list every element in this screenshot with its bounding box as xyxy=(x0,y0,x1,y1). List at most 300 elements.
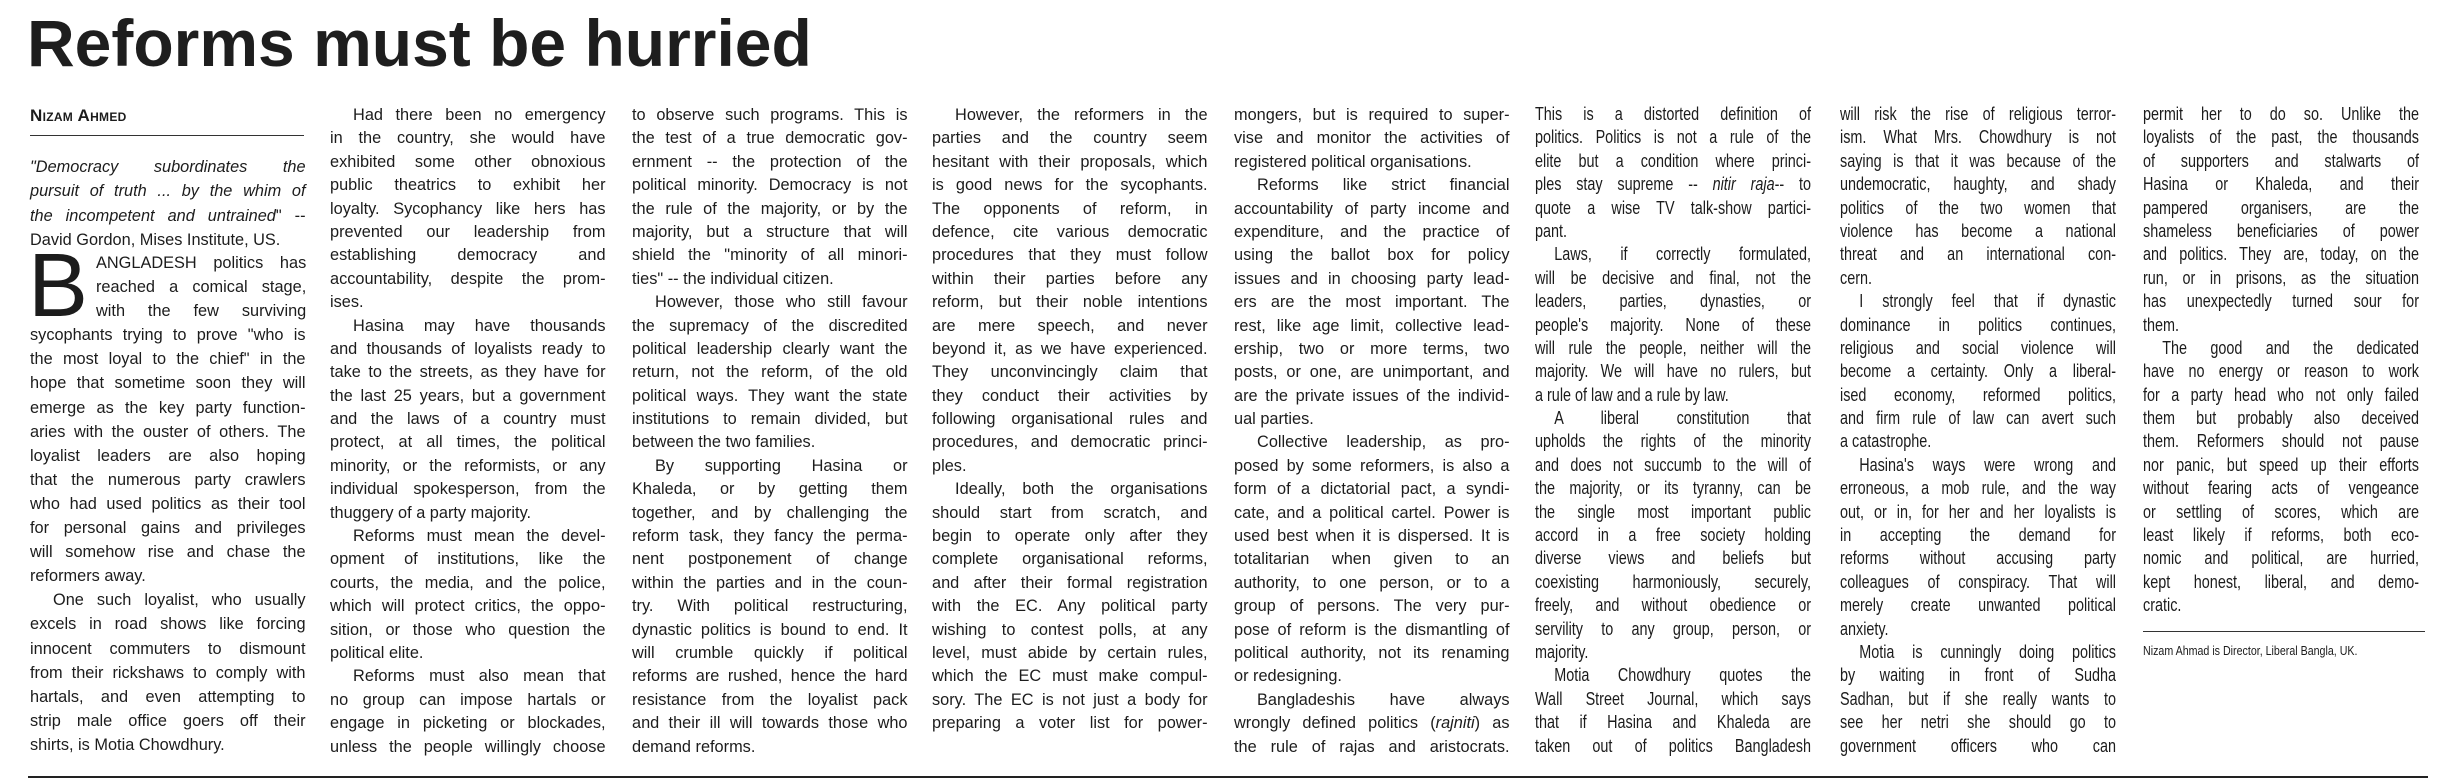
line-text: a catastrophe. xyxy=(1840,431,1932,452)
text-line xyxy=(2143,220,2419,243)
text-line xyxy=(932,454,1208,477)
paragraph xyxy=(1234,173,1510,430)
text-line xyxy=(330,220,606,243)
text-line xyxy=(330,173,606,196)
line-text: registered political organisations. xyxy=(1234,151,1472,171)
line-text: leaders, parties, dynasties, or xyxy=(1535,291,1811,312)
line-text: the last 25 years, but a government xyxy=(330,385,606,405)
text-line xyxy=(330,197,606,220)
line-text: ANGLADESH politics has xyxy=(96,253,307,272)
text-line xyxy=(1234,594,1510,617)
text-line xyxy=(1840,126,2116,149)
line-text: freely, and without obedience or xyxy=(1535,595,1811,616)
text-line xyxy=(932,337,1208,360)
text-line xyxy=(1535,688,1811,711)
line-text: courts, the media, and the police, xyxy=(330,572,606,592)
text-line xyxy=(30,420,306,444)
text-line xyxy=(1234,103,1510,126)
text-line xyxy=(932,220,1208,243)
text-line xyxy=(1234,735,1510,758)
text-line xyxy=(1535,454,1811,477)
line-text: Hasina or Khaleda, and their xyxy=(2143,174,2419,195)
line-text: reached a comical stage, xyxy=(96,277,307,297)
article-headline: Reforms must be hurried xyxy=(27,6,812,80)
line-text: majority. We will have no rulers, but xyxy=(1535,361,1811,382)
page-bottom-rule xyxy=(28,776,2428,778)
text-line xyxy=(932,664,1208,687)
line-text: and politics. They are, today, on the xyxy=(2143,244,2419,265)
line-text: politics of the two women that xyxy=(1840,197,2116,218)
line-text: loyalists of the past, the thousands xyxy=(2143,127,2419,148)
line-text: ples. xyxy=(932,455,967,475)
paragraph xyxy=(1840,290,2116,454)
line-text: will somehow rise and chase the xyxy=(30,542,306,562)
text-line xyxy=(1840,360,2116,383)
text-line xyxy=(1535,103,1811,126)
line-text: see her netri she should go to xyxy=(1840,712,2116,733)
text-line xyxy=(932,126,1208,149)
line-text: they conduct their activities by xyxy=(932,385,1208,405)
line-text: institutions to remain divided, but xyxy=(632,409,908,429)
text-segment: ples stay supreme -- xyxy=(1535,174,1713,195)
line-text: erroneous, a mob rule, and the way xyxy=(1840,478,2116,499)
paragraph xyxy=(330,524,606,664)
text-segment: " -- xyxy=(275,205,306,225)
text-line xyxy=(1234,337,1510,360)
text-line xyxy=(932,524,1208,547)
line-text: shield the "minority of all minori- xyxy=(632,245,908,265)
paragraph xyxy=(1535,103,1811,243)
line-text: Reforms must also mean that xyxy=(353,666,606,686)
line-text: nent postponement of change xyxy=(632,549,908,569)
text-line xyxy=(932,430,1208,453)
text-line xyxy=(330,267,606,290)
line-text: ers are the most important. The xyxy=(1234,292,1510,312)
line-text: and does not succumb to the will of xyxy=(1535,454,1811,475)
text-line xyxy=(632,290,908,313)
text-line xyxy=(1234,711,1510,734)
line-text: ises. xyxy=(330,292,364,312)
text-line xyxy=(1535,430,1811,453)
paragraph xyxy=(1840,641,2116,758)
text-line xyxy=(1234,197,1510,220)
text-line xyxy=(1840,384,2116,407)
text-line xyxy=(2143,384,2419,407)
text-line xyxy=(632,501,908,524)
line-text: ism. What Mrs. Chowdhury is not xyxy=(1840,127,2116,148)
paragraph xyxy=(2143,337,2419,618)
text-line xyxy=(932,150,1208,173)
paragraph xyxy=(632,290,908,454)
text-line xyxy=(30,371,306,395)
line-text: run, or in prisons, as the situation xyxy=(2143,267,2419,288)
paragraph xyxy=(2143,103,2419,337)
text-line xyxy=(330,571,606,594)
text-line xyxy=(932,711,1208,734)
paragraph xyxy=(1535,407,1811,664)
text-line xyxy=(330,150,606,173)
text-line xyxy=(2143,571,2419,594)
line-text: religious and social violence will xyxy=(1840,337,2116,358)
author-note: Nizam Ahmad is Director, Liberal Bangla, UK. xyxy=(2143,643,2358,658)
line-text: nomic and political, are hurried, xyxy=(2143,548,2419,569)
line-text: and after their formal registration xyxy=(932,572,1208,592)
line-text: violence has become a national xyxy=(1840,220,2116,241)
line-text: least likely if reforms, both eco- xyxy=(2143,525,2419,546)
paragraph xyxy=(1535,243,1811,407)
line-text: loyalty. Sycophancy like hers has xyxy=(330,198,606,218)
line-text: Khaleda, or by getting them xyxy=(632,479,908,499)
text-line xyxy=(1234,126,1510,149)
text-line xyxy=(1535,711,1811,734)
text-line xyxy=(632,407,908,430)
text-line xyxy=(330,103,606,126)
line-text: wishing to contest polls, at any xyxy=(932,619,1208,639)
text-line xyxy=(1840,103,2116,126)
text-line xyxy=(1234,220,1510,243)
paragraph xyxy=(1840,454,2116,641)
line-text: Motia Chowdhury quotes the xyxy=(1554,665,1811,686)
paragraph xyxy=(1234,430,1510,687)
line-text: and firm rule of law can avert such xyxy=(1840,408,2116,429)
text-line xyxy=(932,360,1208,383)
text-line xyxy=(1234,430,1510,453)
line-text: begin to operate only after they xyxy=(932,526,1208,546)
line-text: are the private issues of the individ- xyxy=(1234,385,1510,405)
text-line xyxy=(30,204,306,228)
paragraph xyxy=(330,314,606,525)
line-text: form of a dictatorial pact, a syndi- xyxy=(1234,479,1510,499)
line-text: from their rickshaws to comply with xyxy=(30,662,306,682)
line-text: and the laws of a country must xyxy=(330,409,606,429)
line-text: Hasina's ways were wrong and xyxy=(1859,454,2116,475)
line-text: Reforms must mean the devel- xyxy=(353,526,606,546)
line-text: One such loyalist, who usually xyxy=(53,590,306,610)
text-line xyxy=(1840,501,2116,524)
text-line xyxy=(932,594,1208,617)
text-line xyxy=(1535,594,1811,617)
text-line xyxy=(2143,454,2419,477)
line-text: political authority, not its renaming xyxy=(1234,642,1510,662)
text-line xyxy=(1535,407,1811,430)
line-text: and their ill will towards those who xyxy=(632,713,908,733)
text-line xyxy=(1535,150,1811,173)
line-text: sycophants trying to prove "who is xyxy=(30,325,306,345)
text-line xyxy=(30,709,306,733)
line-text: level, must abide by certain rules, xyxy=(932,642,1208,662)
text-line xyxy=(1840,641,2116,664)
line-text: minority, or the reformists, or any xyxy=(330,455,606,475)
text-line xyxy=(1840,267,2116,290)
text-line xyxy=(932,267,1208,290)
line-text: unless the people willingly choose xyxy=(330,736,606,756)
line-text: merely create unwanted political xyxy=(1840,595,2116,616)
text-line xyxy=(1535,314,1811,337)
text-line xyxy=(632,664,908,687)
line-text: are mere speech, and never xyxy=(932,315,1208,335)
text-line xyxy=(330,524,606,547)
text-line xyxy=(632,267,908,290)
text-line xyxy=(1234,477,1510,500)
line-text: ual parties. xyxy=(1234,409,1314,429)
text-line xyxy=(2143,243,2419,266)
text-line xyxy=(1234,524,1510,547)
line-text: using the ballot box for policy xyxy=(1234,245,1510,265)
text-line xyxy=(2143,407,2419,430)
text-line xyxy=(330,360,606,383)
line-text: no group can impose hartals or xyxy=(330,689,606,709)
text-line xyxy=(330,384,606,407)
line-text: the single most important public xyxy=(1535,501,1811,522)
line-text: political ways. They want the state xyxy=(632,385,908,405)
text-line xyxy=(1840,477,2116,500)
text-line xyxy=(1840,150,2116,173)
text-line xyxy=(932,197,1208,220)
text-line xyxy=(1840,430,2116,453)
line-text: reforms without accusing party xyxy=(1840,548,2116,569)
line-text: I strongly feel that if dynastic xyxy=(1859,291,2116,312)
line-text: Sadhan, but if she really wants to xyxy=(1840,688,2116,709)
text-line xyxy=(632,547,908,570)
line-text: totalitarian when given to an xyxy=(1234,549,1510,569)
line-text: Ideally, both the organisations xyxy=(955,479,1208,499)
text-line xyxy=(632,150,908,173)
line-text: the majority, or its tyranny, can be xyxy=(1535,478,1811,499)
text-line xyxy=(632,103,908,126)
text-line xyxy=(2143,290,2419,313)
line-text: This is a distorted definition of xyxy=(1535,104,1811,124)
line-text: within the parties and in the coun- xyxy=(632,572,908,592)
line-text: establishing democracy and xyxy=(330,245,606,265)
line-text: Collective leadership, as pro- xyxy=(1257,432,1510,452)
text-column xyxy=(1840,103,2116,758)
line-text: resistance from the loyalist pack xyxy=(632,689,908,709)
line-text: in accepting the demand for xyxy=(1840,525,2116,546)
text-line xyxy=(1535,547,1811,570)
text-line xyxy=(1234,501,1510,524)
line-text: in the country, she would have xyxy=(330,128,606,148)
text-line xyxy=(30,637,306,661)
text-line xyxy=(330,454,606,477)
text-line xyxy=(2143,501,2419,524)
line-text: engage in picketing or blockades, xyxy=(330,713,606,733)
line-text: people's majority. None of these xyxy=(1535,314,1811,335)
line-text: elite but a condition where princi- xyxy=(1535,150,1811,171)
italic-text: the incompetent and untrained xyxy=(30,205,276,225)
text-line xyxy=(2143,126,2419,149)
text-line xyxy=(330,337,606,360)
line-text: the most loyal to the chief" in the xyxy=(30,349,306,369)
line-text: reform, but their noble intentions xyxy=(932,292,1208,312)
paragraph xyxy=(30,588,306,757)
text-line xyxy=(1535,173,1811,196)
text-line xyxy=(1234,267,1510,290)
line-text: However, the reformers in the xyxy=(955,105,1208,124)
line-text: between the two families. xyxy=(632,432,816,452)
line-text: or redesigning. xyxy=(1234,666,1342,686)
text-line xyxy=(632,571,908,594)
text-line xyxy=(330,594,606,617)
line-text: cate, and a political cartel. Power is xyxy=(1234,502,1510,522)
line-text: Laws, if correctly formulated, xyxy=(1554,244,1811,265)
text-line xyxy=(1535,735,1811,758)
line-text: exhibited some other obnoxious xyxy=(330,151,606,171)
text-line xyxy=(1234,664,1510,687)
text-line xyxy=(632,477,908,500)
text-line xyxy=(1234,384,1510,407)
line-text: ties" -- the individual citizen. xyxy=(632,268,834,288)
text-line xyxy=(1535,571,1811,594)
line-text: cratic. xyxy=(2143,595,2182,616)
line-text: the rule of rajas and aristocrats. xyxy=(1234,736,1510,756)
text-line xyxy=(330,664,606,687)
line-text: government officers who can xyxy=(1840,735,2116,756)
line-text: Motia is cunningly doing politics xyxy=(1859,641,2116,662)
line-text: excels in road shows like forcing xyxy=(30,614,306,634)
line-text: the rule of the majority, or by the xyxy=(632,198,908,218)
line-text: opment of institutions, like the xyxy=(330,549,606,569)
line-text: quote a wise TV talk-show partici- xyxy=(1535,197,1811,218)
line-text: anxiety. xyxy=(1840,618,1889,639)
text-line xyxy=(932,571,1208,594)
line-text: majority, but a structure that will xyxy=(632,221,908,241)
line-text: have no energy or reason to work xyxy=(2143,361,2419,382)
line-text: with the EC. Any political party xyxy=(932,596,1208,616)
line-text: is good news for the sycophants. xyxy=(932,175,1208,195)
line-text: individual spokesperson, from the xyxy=(330,479,606,499)
text-line xyxy=(330,735,606,758)
text-line xyxy=(96,299,306,323)
line-text: majority. xyxy=(1535,641,1589,662)
line-text: accountability of party income and xyxy=(1234,198,1510,218)
line-text: A liberal constitution that xyxy=(1554,408,1811,429)
byline-divider xyxy=(30,135,304,136)
line-text: rest, like age limit, collective lead- xyxy=(1234,315,1510,335)
line-text: posts, or one, are unimportant, and xyxy=(1234,362,1510,382)
line-text: will be decisive and final, not the xyxy=(1535,267,1811,288)
text-line xyxy=(1840,337,2116,360)
paragraph xyxy=(932,103,1208,477)
text-line xyxy=(632,688,908,711)
text-line xyxy=(30,347,306,371)
line-text: ernment -- the protection of the xyxy=(632,151,908,171)
line-text: Bangladeshis have always xyxy=(1257,689,1510,709)
line-text: political leadership clearly want the xyxy=(632,338,908,358)
text-line xyxy=(330,688,606,711)
text-line xyxy=(1535,267,1811,290)
text-line xyxy=(932,641,1208,664)
line-text: threat and an international con- xyxy=(1840,244,2116,265)
line-text: The good and the dedicated xyxy=(2162,337,2419,358)
italic-text: "Democracy subordinates the xyxy=(30,157,306,176)
line-text: hope that sometime soon they will xyxy=(30,373,306,393)
line-text: dominance in politics continues, xyxy=(1840,314,2116,335)
text-line xyxy=(932,477,1208,500)
text-line xyxy=(632,594,908,617)
text-line xyxy=(632,314,908,337)
text-line xyxy=(1840,735,2116,758)
text-line xyxy=(632,384,908,407)
line-text: Wall Street Journal, which says xyxy=(1535,688,1811,709)
text-line xyxy=(1535,126,1811,149)
text-line xyxy=(1840,454,2116,477)
text-line xyxy=(932,688,1208,711)
text-line xyxy=(632,711,908,734)
line-text: the test of a true democratic gov- xyxy=(632,128,908,148)
line-text: emerge as the key party function- xyxy=(30,397,306,417)
text-line xyxy=(932,314,1208,337)
author-byline: Nizam Ahmed xyxy=(30,106,127,125)
line-text xyxy=(1535,173,1811,196)
text-line xyxy=(932,173,1208,196)
text-line xyxy=(1234,618,1510,641)
text-column xyxy=(1535,103,1811,758)
paragraph xyxy=(632,103,908,290)
line-text: return, not the reform, of the old xyxy=(632,362,908,382)
text-line xyxy=(30,516,306,540)
text-line xyxy=(1840,547,2116,570)
line-text: saying is that it was because of the xyxy=(1840,150,2116,171)
line-text: procedures that they must follow xyxy=(932,245,1208,265)
line-text: which will protect critics, the oppo- xyxy=(330,596,606,616)
line-text: Hasina may have thousands xyxy=(353,315,606,335)
line-text: used best when it is dispersed. It is xyxy=(1234,526,1510,546)
text-line xyxy=(330,477,606,500)
text-line xyxy=(2143,430,2419,453)
text-line xyxy=(30,323,306,347)
line-text: vise and monitor the activities of xyxy=(1234,128,1510,148)
text-line xyxy=(30,661,306,685)
line-text: demand reforms. xyxy=(632,736,756,756)
text-column xyxy=(632,103,908,758)
line-text: should start from scratch, and xyxy=(932,502,1208,522)
line-text: following organisational rules and xyxy=(932,409,1208,429)
text-line xyxy=(1234,407,1510,430)
paragraph xyxy=(632,454,908,758)
text-line xyxy=(2143,314,2419,337)
line-text: reform task, they fancy the perma- xyxy=(632,526,908,546)
text-line xyxy=(1840,314,2116,337)
text-line xyxy=(1535,337,1811,360)
line-text: sory. The EC is not just a body for xyxy=(932,689,1208,709)
text-line xyxy=(30,468,306,492)
line-text: reformers away. xyxy=(30,566,146,586)
text-line xyxy=(632,454,908,477)
text-line xyxy=(1535,501,1811,524)
text-line xyxy=(632,243,908,266)
line-text: mongers, but is required to super- xyxy=(1234,105,1510,124)
line-text: by waiting in front of Sudha xyxy=(1840,665,2116,686)
paragraph xyxy=(1535,664,1811,758)
text-column xyxy=(330,103,606,758)
text-line xyxy=(1535,290,1811,313)
text-line xyxy=(330,641,606,664)
line-text: accountability, despite the prom- xyxy=(330,268,606,288)
line-text: Reforms like strict financial xyxy=(1257,175,1510,195)
text-line xyxy=(330,407,606,430)
line-text: posed by some reformers, is also a xyxy=(1234,455,1510,475)
text-line xyxy=(1840,197,2116,220)
text-line xyxy=(632,173,908,196)
text-line xyxy=(1840,688,2116,711)
text-line xyxy=(2143,103,2419,126)
line-text: who had used politics as their tool xyxy=(30,493,306,513)
line-text: reforms are rushed, hence the hard xyxy=(632,666,908,686)
paragraph xyxy=(932,477,1208,734)
text-line xyxy=(1234,314,1510,337)
text-line xyxy=(1234,571,1510,594)
line-text: taken out of politics Bangladesh xyxy=(1535,735,1811,756)
